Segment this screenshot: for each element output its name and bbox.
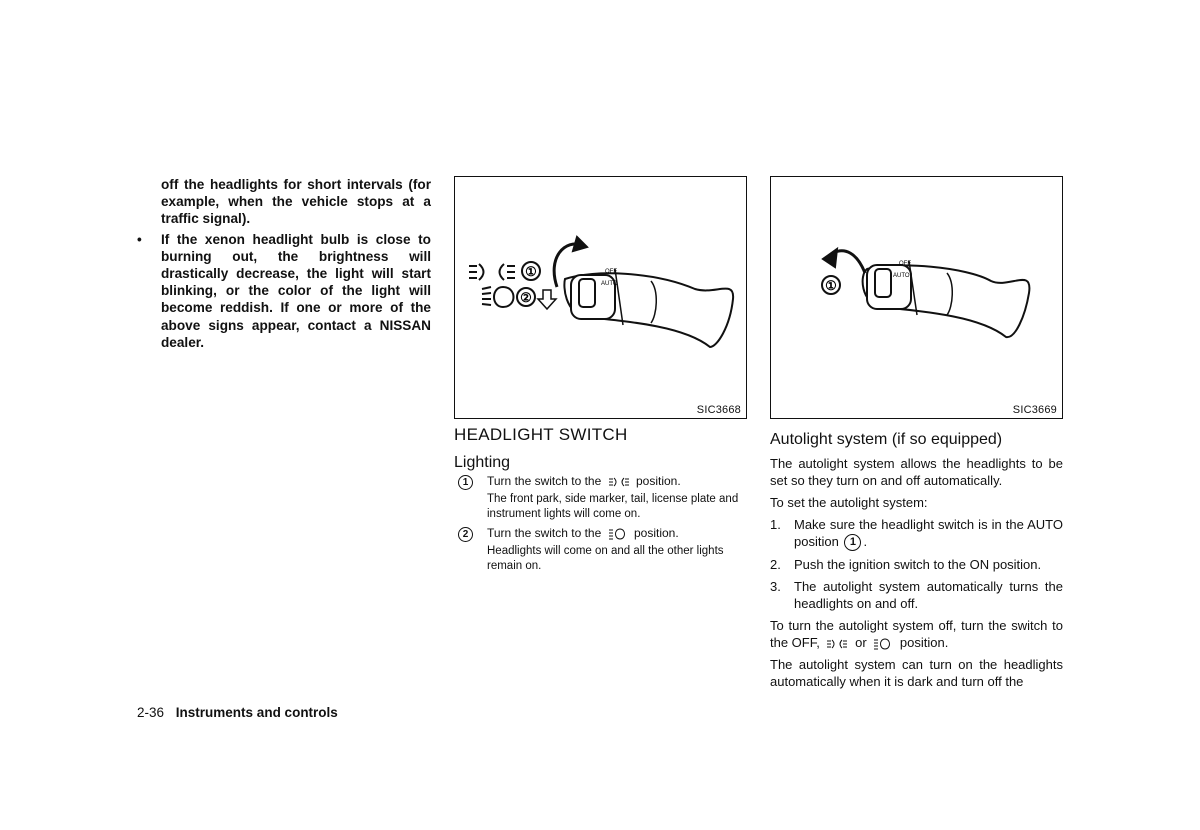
section-heading: HEADLIGHT SWITCH bbox=[454, 425, 628, 444]
lighting-step-1-note: The front park, side marker, tail, license plate and instrument lights will come on. bbox=[487, 492, 739, 521]
switch-label-off: OFF bbox=[899, 261, 911, 267]
left-text-column bbox=[137, 176, 431, 354]
autolight-intro: The autolight system allows the headlights to be set so they turn on and off automatically. bbox=[770, 456, 1063, 488]
switch-label-off: OFF bbox=[605, 269, 617, 275]
headlight-icon bbox=[609, 528, 627, 540]
lighting-steps bbox=[454, 474, 749, 578]
down-arrow-icon bbox=[538, 290, 556, 309]
figure-sic3669 bbox=[770, 176, 1063, 419]
switch-label-auto: AUTO bbox=[893, 273, 910, 279]
xenon-warning-bullet bbox=[137, 231, 431, 351]
autolight-heading: Autolight system (if so equipped) bbox=[770, 431, 1003, 448]
lighting-step-2-note: Headlights will come on and all the other lights remain on. bbox=[487, 544, 724, 573]
autolight-step-2: 2. Push the ignition switch to the ON position. bbox=[770, 557, 1042, 573]
continued-paragraph: off the headlights for short intervals (for example, when the vehicle stops at a traffic signal). bbox=[161, 177, 431, 227]
parking-light-icon bbox=[827, 639, 847, 649]
page-number: 2-36 bbox=[137, 705, 165, 720]
lighting-step-1: 1 Turn the switch to the position. bbox=[454, 474, 749, 490]
autolight-text bbox=[770, 455, 1063, 695]
autolight-last-paragraph: The autolight system can turn on the headlights automatically when it is dark and turn off the bbox=[770, 657, 1063, 690]
callout-1: ① bbox=[825, 278, 837, 293]
figure-code: SIC3669 bbox=[1012, 404, 1057, 416]
page-footer bbox=[137, 705, 338, 720]
rotate-back-arrow-icon bbox=[833, 251, 865, 273]
callout-1: ① bbox=[525, 264, 537, 279]
subsection-heading: Lighting bbox=[454, 454, 511, 471]
parking-light-icon bbox=[609, 477, 629, 487]
parking-light-icon bbox=[469, 264, 515, 280]
step-number: 1 bbox=[458, 475, 473, 490]
headlight-switch-illustration bbox=[455, 177, 746, 418]
xenon-warning-text: If the xenon headlight bulb is close to burning out, the brightness will drastically decrease, the light will start blinking, or the color of the light will become reddish. If one or more of the above signs appear, contact a NISSAN dealer. bbox=[161, 231, 431, 350]
lighting-step-2: 2 Turn the switch to the position. bbox=[454, 526, 749, 542]
autolight-switch-illustration bbox=[771, 177, 1062, 418]
figure-sic3668 bbox=[454, 176, 747, 419]
callout-2: ② bbox=[520, 290, 532, 305]
autolight-to-set: To set the autolight system: bbox=[770, 495, 928, 510]
callout-1: 1 bbox=[844, 534, 861, 551]
headlight-icon bbox=[874, 638, 892, 650]
bullet-marker: • bbox=[137, 231, 142, 247]
switch-label-auto: AUTO bbox=[601, 281, 618, 287]
headlight-icon bbox=[482, 287, 514, 307]
autolight-turn-off: To turn the autolight system off, turn the switch to the OFF, or position. bbox=[770, 618, 1063, 651]
autolight-step-3: 3. The autolight system automatically turns the headlights on and off. bbox=[770, 579, 1063, 612]
step-number: 2 bbox=[458, 527, 473, 542]
chapter-title: Instruments and controls bbox=[175, 705, 338, 720]
autolight-step-1: 1. Make sure the headlight switch is in the AUTO position 1 . bbox=[770, 516, 1063, 551]
figure-code: SIC3668 bbox=[696, 404, 741, 416]
